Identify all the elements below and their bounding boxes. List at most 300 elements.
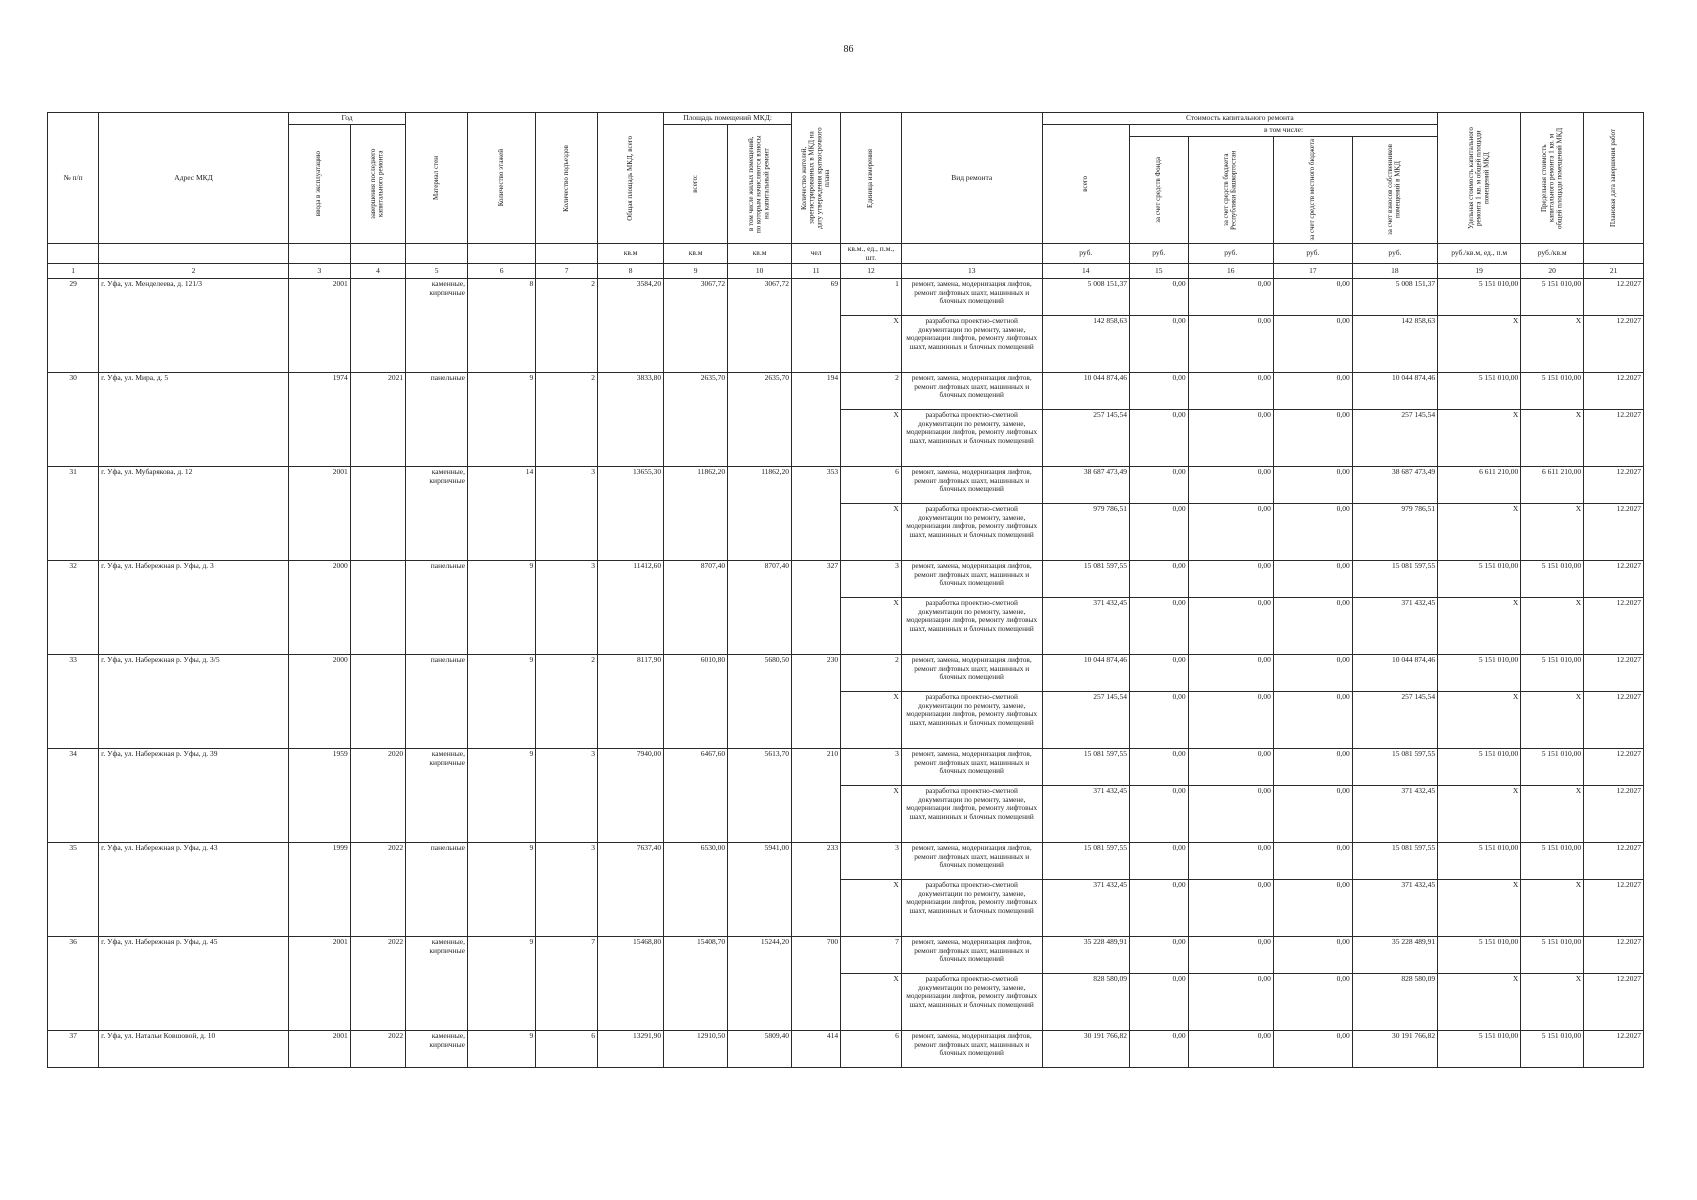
deadline-cell: 12.2027 bbox=[1584, 974, 1644, 1031]
premises-total-cell: 6010,80 bbox=[664, 655, 728, 749]
cost-fund-cell: 0,00 bbox=[1129, 410, 1188, 467]
year-commission-cell: 1959 bbox=[288, 749, 350, 843]
work-type-cell: разработка проектно-сметной документации по ремонту, замене, модернизации лифтов, ремонту лифтовых шахт, машинных и блочных помещений bbox=[901, 974, 1042, 1031]
table-body bbox=[48, 279, 1644, 1068]
address-cell: г. Уфа, ул. Натальи Ковшовой, д. 10 bbox=[99, 1031, 289, 1068]
limit-cost-cell: 5 151 010,00 bbox=[1521, 655, 1584, 692]
deadline-cell: 12.2027 bbox=[1584, 749, 1644, 786]
cost-local-cell: 0,00 bbox=[1273, 410, 1352, 467]
column-number-cell: 11 bbox=[792, 264, 841, 279]
cost-owners-cell: 15 081 597,55 bbox=[1352, 749, 1437, 786]
cost-fund-cell: 0,00 bbox=[1129, 373, 1188, 410]
deadline-cell: 12.2027 bbox=[1584, 1031, 1644, 1068]
unit-cost-cell: X bbox=[1438, 692, 1521, 749]
wall-material-cell: каменные, кирпичные bbox=[406, 467, 468, 561]
year-last-repair-cell: 2020 bbox=[350, 749, 405, 843]
unit-cell: руб. bbox=[1188, 244, 1273, 264]
total-area-cell: 8117,90 bbox=[598, 655, 664, 749]
year-commission-cell: 2000 bbox=[288, 655, 350, 749]
cost-owners-cell: 5 008 151,37 bbox=[1352, 279, 1437, 316]
row-number-cell: 35 bbox=[48, 843, 99, 937]
table-header bbox=[48, 113, 1644, 279]
year-commission-cell: 2001 bbox=[288, 279, 350, 373]
limit-cost-cell: X bbox=[1521, 786, 1584, 843]
entrances-cell: 3 bbox=[536, 749, 598, 843]
row-number-cell: 37 bbox=[48, 1031, 99, 1068]
cost-total-cell: 30 191 766,82 bbox=[1042, 1031, 1129, 1068]
residents-cell: 233 bbox=[792, 843, 841, 937]
work-type-cell: ремонт, замена, модернизация лифтов, ремонт лифтовых шахт, машинных и блочных помещений bbox=[901, 373, 1042, 410]
header-year-commission: ввода в эксплуатацию bbox=[288, 125, 350, 244]
column-number-cell: 9 bbox=[664, 264, 728, 279]
year-last-repair-cell: 2022 bbox=[350, 1031, 405, 1068]
unit-cost-cell: 5 151 010,00 bbox=[1438, 561, 1521, 598]
total-area-cell: 11412,60 bbox=[598, 561, 664, 655]
entrances-cell: 2 bbox=[536, 655, 598, 749]
cost-local-cell: 0,00 bbox=[1273, 749, 1352, 786]
unit-cell bbox=[99, 244, 289, 264]
premises-fund-cell: 5809,40 bbox=[728, 1031, 792, 1068]
unit-cost-cell: 5 151 010,00 bbox=[1438, 373, 1521, 410]
cost-owners-cell: 15 081 597,55 bbox=[1352, 843, 1437, 880]
work-type-cell: ремонт, замена, модернизация лифтов, ремонт лифтовых шахт, машинных и блочных помещений bbox=[901, 467, 1042, 504]
header-year-group: Год bbox=[288, 113, 405, 125]
year-commission-cell: 2001 bbox=[288, 467, 350, 561]
header-premises-total: всего: bbox=[664, 125, 728, 244]
cost-owners-cell: 38 687 473,49 bbox=[1352, 467, 1437, 504]
cost-republic-cell: 0,00 bbox=[1188, 373, 1273, 410]
cost-owners-cell: 828 580,09 bbox=[1352, 974, 1437, 1031]
cost-fund-cell: 0,00 bbox=[1129, 843, 1188, 880]
cost-fund-cell: 0,00 bbox=[1129, 598, 1188, 655]
quantity-cell: 1 bbox=[841, 279, 902, 316]
work-type-cell: ремонт, замена, модернизация лифтов, ремонт лифтовых шахт, машинных и блочных помещений bbox=[901, 561, 1042, 598]
cost-owners-cell: 371 432,45 bbox=[1352, 598, 1437, 655]
limit-cost-cell: 5 151 010,00 bbox=[1521, 843, 1584, 880]
column-number-cell: 19 bbox=[1438, 264, 1521, 279]
deadline-cell: 12.2027 bbox=[1584, 467, 1644, 504]
deadline-cell: 12.2027 bbox=[1584, 373, 1644, 410]
cost-republic-cell: 0,00 bbox=[1188, 880, 1273, 937]
limit-cost-cell: X bbox=[1521, 974, 1584, 1031]
total-area-cell: 3833,80 bbox=[598, 373, 664, 467]
unit-cost-cell: 5 151 010,00 bbox=[1438, 279, 1521, 316]
row-number-cell: 34 bbox=[48, 749, 99, 843]
quantity-cell: X bbox=[841, 692, 902, 749]
header-cost-republic: за счет средств бюджета Республики Башкортостан bbox=[1188, 137, 1273, 244]
table-row bbox=[48, 1031, 1644, 1068]
column-number-cell: 13 bbox=[901, 264, 1042, 279]
premises-fund-cell: 15244,20 bbox=[728, 937, 792, 1031]
entrances-cell: 3 bbox=[536, 843, 598, 937]
work-type-cell: ремонт, замена, модернизация лифтов, ремонт лифтовых шахт, машинных и блочных помещений bbox=[901, 1031, 1042, 1068]
cost-fund-cell: 0,00 bbox=[1129, 880, 1188, 937]
unit-cost-cell: 5 151 010,00 bbox=[1438, 749, 1521, 786]
premises-fund-cell: 8707,40 bbox=[728, 561, 792, 655]
quantity-cell: X bbox=[841, 880, 902, 937]
quantity-cell: X bbox=[841, 316, 902, 373]
column-numbers-row bbox=[48, 264, 1644, 279]
premises-total-cell: 6467,60 bbox=[664, 749, 728, 843]
cost-republic-cell: 0,00 bbox=[1188, 786, 1273, 843]
column-number-cell: 4 bbox=[350, 264, 405, 279]
cost-total-cell: 257 145,54 bbox=[1042, 692, 1129, 749]
floors-cell: 9 bbox=[468, 937, 536, 1031]
year-commission-cell: 1974 bbox=[288, 373, 350, 467]
residents-cell: 414 bbox=[792, 1031, 841, 1068]
cost-local-cell: 0,00 bbox=[1273, 974, 1352, 1031]
total-area-cell: 13655,30 bbox=[598, 467, 664, 561]
header-premises-group: Площадь помещений МКД: bbox=[664, 113, 792, 125]
cost-local-cell: 0,00 bbox=[1273, 373, 1352, 410]
quantity-cell: 2 bbox=[841, 655, 902, 692]
year-commission-cell: 2000 bbox=[288, 561, 350, 655]
row-number-cell: 36 bbox=[48, 937, 99, 1031]
wall-material-cell: каменные, кирпичные bbox=[406, 279, 468, 373]
cost-fund-cell: 0,00 bbox=[1129, 1031, 1188, 1068]
header-deadline: Плановая дата завершения работ bbox=[1584, 113, 1644, 244]
table-row bbox=[48, 561, 1644, 598]
premises-total-cell: 2635,70 bbox=[664, 373, 728, 467]
limit-cost-cell: X bbox=[1521, 598, 1584, 655]
table-row bbox=[48, 373, 1644, 410]
cost-local-cell: 0,00 bbox=[1273, 692, 1352, 749]
deadline-cell: 12.2027 bbox=[1584, 279, 1644, 316]
unit-cost-cell: X bbox=[1438, 504, 1521, 561]
residents-cell: 230 bbox=[792, 655, 841, 749]
quantity-cell: X bbox=[841, 786, 902, 843]
floors-cell: 8 bbox=[468, 279, 536, 373]
column-number-cell: 5 bbox=[406, 264, 468, 279]
wall-material-cell: панельные bbox=[406, 843, 468, 937]
cost-owners-cell: 10 044 874,46 bbox=[1352, 373, 1437, 410]
unit-cost-cell: X bbox=[1438, 598, 1521, 655]
floors-cell: 9 bbox=[468, 561, 536, 655]
deadline-cell: 12.2027 bbox=[1584, 655, 1644, 692]
header-unit-cost: Удельная стоимость капитального ремонта 1 кв. м общей площади помещений МКД bbox=[1438, 113, 1521, 244]
cost-republic-cell: 0,00 bbox=[1188, 692, 1273, 749]
quantity-cell: X bbox=[841, 974, 902, 1031]
table-row bbox=[48, 467, 1644, 504]
header-num: № п/п bbox=[48, 113, 99, 244]
cost-total-cell: 38 687 473,49 bbox=[1042, 467, 1129, 504]
unit-cell bbox=[406, 244, 468, 264]
header-total-area: Общая площадь МКД, всего bbox=[598, 113, 664, 244]
cost-republic-cell: 0,00 bbox=[1188, 1031, 1273, 1068]
header-wall-material: Материал стен bbox=[406, 113, 468, 244]
unit-cost-cell: X bbox=[1438, 974, 1521, 1031]
unit-cell: кв.м bbox=[598, 244, 664, 264]
cost-owners-cell: 979 786,51 bbox=[1352, 504, 1437, 561]
unit-cost-cell: 5 151 010,00 bbox=[1438, 1031, 1521, 1068]
floors-cell: 9 bbox=[468, 655, 536, 749]
quantity-cell: 3 bbox=[841, 843, 902, 880]
cost-republic-cell: 0,00 bbox=[1188, 974, 1273, 1031]
cost-owners-cell: 142 858,63 bbox=[1352, 316, 1437, 373]
row-number-cell: 31 bbox=[48, 467, 99, 561]
year-last-repair-cell bbox=[350, 467, 405, 561]
column-number-cell: 1 bbox=[48, 264, 99, 279]
unit-cost-cell: X bbox=[1438, 786, 1521, 843]
cost-total-cell: 15 081 597,55 bbox=[1042, 749, 1129, 786]
residents-cell: 327 bbox=[792, 561, 841, 655]
address-cell: г. Уфа, ул. Набережная р. Уфы, д. 3/5 bbox=[99, 655, 289, 749]
column-number-cell: 12 bbox=[841, 264, 902, 279]
year-last-repair-cell: 2021 bbox=[350, 373, 405, 467]
entrances-cell: 2 bbox=[536, 279, 598, 373]
cost-total-cell: 371 432,45 bbox=[1042, 598, 1129, 655]
table-row bbox=[48, 749, 1644, 786]
premises-fund-cell: 2635,70 bbox=[728, 373, 792, 467]
cost-republic-cell: 0,00 bbox=[1188, 504, 1273, 561]
floors-cell: 9 bbox=[468, 1031, 536, 1068]
column-number-cell: 14 bbox=[1042, 264, 1129, 279]
work-type-cell: разработка проектно-сметной документации по ремонту, замене, модернизации лифтов, ремонту лифтовых шахт, машинных и блочных помещений bbox=[901, 692, 1042, 749]
premises-fund-cell: 5941,00 bbox=[728, 843, 792, 937]
column-number-cell: 17 bbox=[1273, 264, 1352, 279]
column-number-cell: 2 bbox=[99, 264, 289, 279]
cost-local-cell: 0,00 bbox=[1273, 504, 1352, 561]
entrances-cell: 7 bbox=[536, 937, 598, 1031]
header-cost-total: всего bbox=[1042, 125, 1129, 244]
premises-total-cell: 11862,20 bbox=[664, 467, 728, 561]
wall-material-cell: панельные bbox=[406, 373, 468, 467]
cost-local-cell: 0,00 bbox=[1273, 561, 1352, 598]
cost-local-cell: 0,00 bbox=[1273, 316, 1352, 373]
header-cost-owners: за счет взносов собственников помещений в МКД bbox=[1352, 137, 1437, 244]
repair-plan-sheet bbox=[47, 112, 1644, 1068]
unit-cell: кв.м bbox=[728, 244, 792, 264]
cost-local-cell: 0,00 bbox=[1273, 843, 1352, 880]
work-type-cell: разработка проектно-сметной документации по ремонту, замене, модернизации лифтов, ремонту лифтовых шахт, машинных и блочных помещений bbox=[901, 880, 1042, 937]
cost-owners-cell: 10 044 874,46 bbox=[1352, 655, 1437, 692]
work-type-cell: ремонт, замена, модернизация лифтов, ремонт лифтовых шахт, машинных и блочных помещений bbox=[901, 279, 1042, 316]
unit-cell: руб. bbox=[1042, 244, 1129, 264]
page-number: 86 bbox=[843, 44, 854, 55]
unit-cell bbox=[1584, 244, 1644, 264]
cost-local-cell: 0,00 bbox=[1273, 279, 1352, 316]
repair-plan-table bbox=[47, 112, 1644, 1068]
cost-local-cell: 0,00 bbox=[1273, 786, 1352, 843]
header-cost-fund: за счет средств Фонда bbox=[1129, 137, 1188, 244]
header-cost-local: за счет средств местного бюджета bbox=[1273, 137, 1352, 244]
cost-owners-cell: 257 145,54 bbox=[1352, 692, 1437, 749]
work-type-cell: ремонт, замена, модернизация лифтов, ремонт лифтовых шахт, машинных и блочных помещений bbox=[901, 937, 1042, 974]
wall-material-cell: панельные bbox=[406, 561, 468, 655]
column-number-cell: 15 bbox=[1129, 264, 1188, 279]
cost-total-cell: 371 432,45 bbox=[1042, 786, 1129, 843]
cost-fund-cell: 0,00 bbox=[1129, 655, 1188, 692]
address-cell: г. Уфа, ул. Набережная р. Уфы, д. 39 bbox=[99, 749, 289, 843]
cost-total-cell: 10 044 874,46 bbox=[1042, 655, 1129, 692]
header-year-last-repair: завершения последнего капитального ремонта bbox=[350, 125, 405, 244]
column-number-cell: 20 bbox=[1521, 264, 1584, 279]
cost-fund-cell: 0,00 bbox=[1129, 467, 1188, 504]
cost-local-cell: 0,00 bbox=[1273, 937, 1352, 974]
column-number-cell: 3 bbox=[288, 264, 350, 279]
cost-local-cell: 0,00 bbox=[1273, 467, 1352, 504]
row-number-cell: 30 bbox=[48, 373, 99, 467]
column-number-cell: 16 bbox=[1188, 264, 1273, 279]
cost-total-cell: 15 081 597,55 bbox=[1042, 843, 1129, 880]
deadline-cell: 12.2027 bbox=[1584, 937, 1644, 974]
quantity-cell: X bbox=[841, 410, 902, 467]
premises-fund-cell: 11862,20 bbox=[728, 467, 792, 561]
floors-cell: 14 bbox=[468, 467, 536, 561]
premises-total-cell: 3067,72 bbox=[664, 279, 728, 373]
cost-owners-cell: 371 432,45 bbox=[1352, 880, 1437, 937]
address-cell: г. Уфа, ул. Набережная р. Уфы, д. 3 bbox=[99, 561, 289, 655]
table-row bbox=[48, 279, 1644, 316]
cost-total-cell: 371 432,45 bbox=[1042, 880, 1129, 937]
wall-material-cell: каменные, кирпичные bbox=[406, 937, 468, 1031]
unit-cell: чел bbox=[792, 244, 841, 264]
unit-cell: руб. bbox=[1273, 244, 1352, 264]
cost-owners-cell: 257 145,54 bbox=[1352, 410, 1437, 467]
cost-total-cell: 257 145,54 bbox=[1042, 410, 1129, 467]
cost-owners-cell: 371 432,45 bbox=[1352, 786, 1437, 843]
cost-fund-cell: 0,00 bbox=[1129, 974, 1188, 1031]
total-area-cell: 7940,00 bbox=[598, 749, 664, 843]
cost-republic-cell: 0,00 bbox=[1188, 749, 1273, 786]
deadline-cell: 12.2027 bbox=[1584, 880, 1644, 937]
cost-local-cell: 0,00 bbox=[1273, 1031, 1352, 1068]
year-commission-cell: 2001 bbox=[288, 937, 350, 1031]
total-area-cell: 13291,90 bbox=[598, 1031, 664, 1068]
premises-total-cell: 6530,00 bbox=[664, 843, 728, 937]
quantity-cell: 3 bbox=[841, 561, 902, 598]
residents-cell: 194 bbox=[792, 373, 841, 467]
quantity-cell: X bbox=[841, 504, 902, 561]
address-cell: г. Уфа, ул. Мубарякова, д. 12 bbox=[99, 467, 289, 561]
deadline-cell: 12.2027 bbox=[1584, 843, 1644, 880]
total-area-cell: 3584,20 bbox=[598, 279, 664, 373]
entrances-cell: 3 bbox=[536, 467, 598, 561]
limit-cost-cell: 5 151 010,00 bbox=[1521, 561, 1584, 598]
premises-total-cell: 12910,50 bbox=[664, 1031, 728, 1068]
header-address: Адрес МКД bbox=[99, 113, 289, 244]
cost-owners-cell: 15 081 597,55 bbox=[1352, 561, 1437, 598]
residents-cell: 210 bbox=[792, 749, 841, 843]
entrances-cell: 3 bbox=[536, 561, 598, 655]
quantity-cell: 2 bbox=[841, 373, 902, 410]
quantity-cell: 7 bbox=[841, 937, 902, 974]
entrances-cell: 6 bbox=[536, 1031, 598, 1068]
work-type-cell: разработка проектно-сметной документации по ремонту, замене, модернизации лифтов, ремонту лифтовых шахт, машинных и блочных помещений bbox=[901, 598, 1042, 655]
cost-fund-cell: 0,00 bbox=[1129, 504, 1188, 561]
deadline-cell: 12.2027 bbox=[1584, 598, 1644, 655]
cost-fund-cell: 0,00 bbox=[1129, 786, 1188, 843]
premises-total-cell: 8707,40 bbox=[664, 561, 728, 655]
deadline-cell: 12.2027 bbox=[1584, 504, 1644, 561]
unit-cell bbox=[288, 244, 350, 264]
floors-cell: 9 bbox=[468, 843, 536, 937]
cost-republic-cell: 0,00 bbox=[1188, 937, 1273, 974]
floors-cell: 9 bbox=[468, 373, 536, 467]
total-area-cell: 15468,80 bbox=[598, 937, 664, 1031]
cost-total-cell: 10 044 874,46 bbox=[1042, 373, 1129, 410]
wall-material-cell: каменные, кирпичные bbox=[406, 749, 468, 843]
cost-republic-cell: 0,00 bbox=[1188, 561, 1273, 598]
work-type-cell: разработка проектно-сметной документации по ремонту, замене, модернизации лифтов, ремонту лифтовых шахт, машинных и блочных помещений bbox=[901, 504, 1042, 561]
unit-cell: кв.м., ед., п.м., шт. bbox=[841, 244, 902, 264]
unit-cell bbox=[48, 244, 99, 264]
cost-fund-cell: 0,00 bbox=[1129, 937, 1188, 974]
quantity-cell: 6 bbox=[841, 467, 902, 504]
cost-republic-cell: 0,00 bbox=[1188, 598, 1273, 655]
cost-fund-cell: 0,00 bbox=[1129, 279, 1188, 316]
unit-cost-cell: X bbox=[1438, 410, 1521, 467]
cost-local-cell: 0,00 bbox=[1273, 598, 1352, 655]
cost-republic-cell: 0,00 bbox=[1188, 843, 1273, 880]
wall-material-cell: панельные bbox=[406, 655, 468, 749]
quantity-cell: 6 bbox=[841, 1031, 902, 1068]
cost-republic-cell: 0,00 bbox=[1188, 655, 1273, 692]
column-number-cell: 21 bbox=[1584, 264, 1644, 279]
year-last-repair-cell: 2022 bbox=[350, 937, 405, 1031]
deadline-cell: 12.2027 bbox=[1584, 692, 1644, 749]
unit-cell: руб. bbox=[1129, 244, 1188, 264]
cost-republic-cell: 0,00 bbox=[1188, 467, 1273, 504]
entrances-cell: 2 bbox=[536, 373, 598, 467]
column-number-cell: 10 bbox=[728, 264, 792, 279]
cost-local-cell: 0,00 bbox=[1273, 880, 1352, 937]
limit-cost-cell: X bbox=[1521, 504, 1584, 561]
header-premises-fund: в том числе жилых помещений, по которым начисляются взносы на капитальный ремонт bbox=[728, 125, 792, 244]
quantity-cell: X bbox=[841, 598, 902, 655]
column-number-cell: 7 bbox=[536, 264, 598, 279]
unit-cell: руб./кв.м, ед., п.м bbox=[1438, 244, 1521, 264]
work-type-cell: разработка проектно-сметной документации по ремонту, замене, модернизации лифтов, ремонту лифтовых шахт, машинных и блочных помещений bbox=[901, 786, 1042, 843]
unit-cell bbox=[901, 244, 1042, 264]
unit-cell bbox=[350, 244, 405, 264]
limit-cost-cell: 5 151 010,00 bbox=[1521, 279, 1584, 316]
residents-cell: 700 bbox=[792, 937, 841, 1031]
unit-cell: кв.м bbox=[664, 244, 728, 264]
cost-republic-cell: 0,00 bbox=[1188, 410, 1273, 467]
units-row bbox=[48, 244, 1644, 264]
address-cell: г. Уфа, ул. Менделеева, д. 121/3 bbox=[99, 279, 289, 373]
quantity-cell: 3 bbox=[841, 749, 902, 786]
limit-cost-cell: X bbox=[1521, 880, 1584, 937]
year-last-repair-cell bbox=[350, 655, 405, 749]
cost-fund-cell: 0,00 bbox=[1129, 561, 1188, 598]
cost-republic-cell: 0,00 bbox=[1188, 316, 1273, 373]
unit-cell: руб./кв.м bbox=[1521, 244, 1584, 264]
year-commission-cell: 2001 bbox=[288, 1031, 350, 1068]
unit-cell bbox=[468, 244, 536, 264]
work-type-cell: ремонт, замена, модернизация лифтов, ремонт лифтовых шахт, машинных и блочных помещений bbox=[901, 749, 1042, 786]
limit-cost-cell: X bbox=[1521, 316, 1584, 373]
work-type-cell: ремонт, замена, модернизация лифтов, ремонт лифтовых шахт, машинных и блочных помещений bbox=[901, 843, 1042, 880]
year-commission-cell: 1999 bbox=[288, 843, 350, 937]
premises-total-cell: 15408,70 bbox=[664, 937, 728, 1031]
year-last-repair-cell bbox=[350, 561, 405, 655]
cost-fund-cell: 0,00 bbox=[1129, 692, 1188, 749]
row-number-cell: 33 bbox=[48, 655, 99, 749]
limit-cost-cell: 5 151 010,00 bbox=[1521, 937, 1584, 974]
wall-material-cell: каменные, кирпичные bbox=[406, 1031, 468, 1068]
row-number-cell: 32 bbox=[48, 561, 99, 655]
residents-cell: 69 bbox=[792, 279, 841, 373]
unit-cell: руб. bbox=[1352, 244, 1437, 264]
header-residents: Количество жителей, зарегистрированных в МКД на дату утверждения краткосрочного плана bbox=[792, 113, 841, 244]
header-floors: Количество этажей bbox=[468, 113, 536, 244]
deadline-cell: 12.2027 bbox=[1584, 316, 1644, 373]
cost-total-cell: 828 580,09 bbox=[1042, 974, 1129, 1031]
limit-cost-cell: 6 611 210,00 bbox=[1521, 467, 1584, 504]
deadline-cell: 12.2027 bbox=[1584, 561, 1644, 598]
